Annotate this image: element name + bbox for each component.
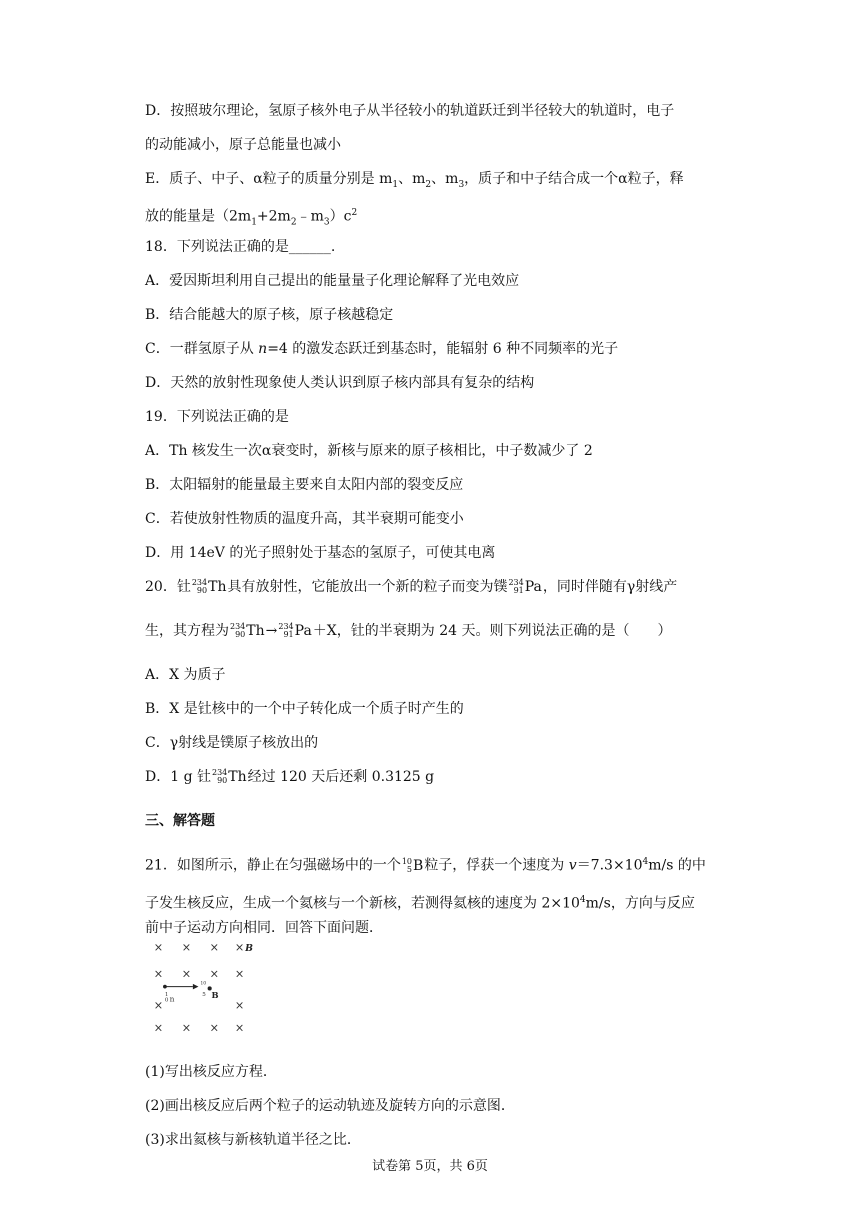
- q20-stem-line2: 生，其方程为 234 90 Th → 234 91 Pa ＋X，钍的半衰期为 24 天。则下列说法正确的是（ ）: [145, 622, 672, 639]
- q18-option-c: C．一群氢原子从 n=4 的激发态跃迁到基态时，能辐射 6 种不同频率的光子: [145, 341, 619, 357]
- q18-option-d: D．天然的放射性现象使人类认识到原子核内部具有复杂的结构: [145, 375, 535, 391]
- option-e-line1: E．质子、中子、α粒子的质量分别是 $m_1$、$m_2$、$m_3$，质子和中子结合成一个α粒子，释: [145, 171, 684, 190]
- q18-option-b: B．结合能越大的原子核，原子核越稳定: [145, 307, 394, 323]
- q18-stem: 18．下列说法正确的是______.: [145, 239, 336, 255]
- q20-stem-line1: 20．钍 234 90 Th 具有放射性，它能放出一个新的粒子而变为镤 234 91 Pa ，同时伴随有γ射线产: [145, 578, 678, 595]
- svg-text:1: 1: [164, 991, 169, 998]
- cross-mark: ×: [153, 941, 164, 955]
- cross-mark: ×: [209, 1021, 220, 1035]
- q21-stem-line1: 21．如图所示，静止在匀强磁场中的一个 10 5 B 粒子，俘获一个速度为 $v=7.3\times 10^4m/s$ 的中: [145, 856, 706, 874]
- q21-sub3: (3)求出氦核与新核轨道半径之比．: [145, 1132, 361, 1148]
- cross-mark: ×: [153, 1021, 164, 1035]
- cross-mark: ×: [181, 941, 192, 955]
- protactinium-nuclide: 234 91 Pa: [508, 578, 542, 595]
- section-heading: 三、解答题: [145, 813, 215, 829]
- page-footer: 试卷第 5页，共 6页: [372, 1159, 488, 1174]
- option-e-line2: 放的能量是$(2m_1+2m_2﹣m_3)c^2$: [145, 208, 358, 228]
- neutron-label: n: [169, 994, 175, 1004]
- q18-option-a: A．爱因斯坦利用自己提出的能量量子化理论解释了光电效应: [145, 273, 520, 289]
- cross-mark: ×: [234, 967, 245, 981]
- q20-option-d: D．1 g 钍 234 90 Th 经过 120 天后还剩 0.3125 g: [145, 768, 435, 785]
- option-d-line2: 的动能减小，原子总能量也减小: [145, 137, 341, 153]
- q19-option-b: B．太阳辐射的能量最主要来自太阳内部的裂变反应: [145, 477, 464, 493]
- q20-option-b: B．X 是钍核中的一个中子转化成一个质子时产生的: [145, 701, 464, 717]
- magnetic-field-figure: [140, 940, 270, 1050]
- field-label-b: B: [245, 943, 253, 955]
- cross-mark: ×: [234, 1021, 245, 1035]
- option-d-line1: D．按照玻尔理论，氢原子核外电子从半径较小的轨道跃迁到半径较大的轨道时，电子: [145, 103, 675, 119]
- svg-text:10: 10: [200, 981, 207, 987]
- cross-mark: ×: [234, 941, 245, 955]
- q21-sub2: (2)画出核反应后两个粒子的运动轨迹及旋转方向的示意图．: [145, 1098, 515, 1114]
- thorium-nuclide: 234 90 Th: [191, 578, 227, 595]
- cross-mark: ×: [234, 998, 245, 1012]
- q20-option-c: C．γ射线是镤原子核放出的: [145, 735, 319, 751]
- q21-stem-line2: 子发生核反应，生成一个氦核与一个新核，若测得氦核的速度为 $2\times 10^4m/s$，方向与反应: [145, 895, 695, 912]
- cross-mark: ×: [209, 941, 220, 955]
- cross-mark: ×: [181, 967, 192, 981]
- q19-option-c: C．若使放射性物质的温度升高，其半衰期可能变小: [145, 511, 464, 527]
- boron-label: B: [211, 989, 219, 1000]
- q19-option-d: D．用 14eV 的光子照射处于基态的氢原子，可使其电离: [145, 545, 496, 561]
- cross-mark: ×: [153, 967, 164, 981]
- boron-nuclide: 10 5 B: [401, 856, 424, 874]
- svg-text:0: 0: [164, 997, 169, 1004]
- q21-stem-line3: 前中子运动方向相同．回答下面问题．: [145, 920, 383, 936]
- arrow-head: [193, 984, 199, 990]
- q21-sub1: (1)写出核反应方程．: [145, 1064, 277, 1080]
- q19-option-a: A．Th 核发生一次α衰变时，新核与原来的原子核相比，中子数减少了 2: [145, 443, 593, 459]
- q20-option-a: A．X 为质子: [145, 667, 226, 683]
- cross-mark: ×: [209, 967, 220, 981]
- q19-stem: 19．下列说法正确的是: [145, 409, 289, 425]
- svg-text:5: 5: [202, 991, 206, 998]
- cross-mark: ×: [181, 1021, 192, 1035]
- cross-mark: ×: [153, 998, 164, 1012]
